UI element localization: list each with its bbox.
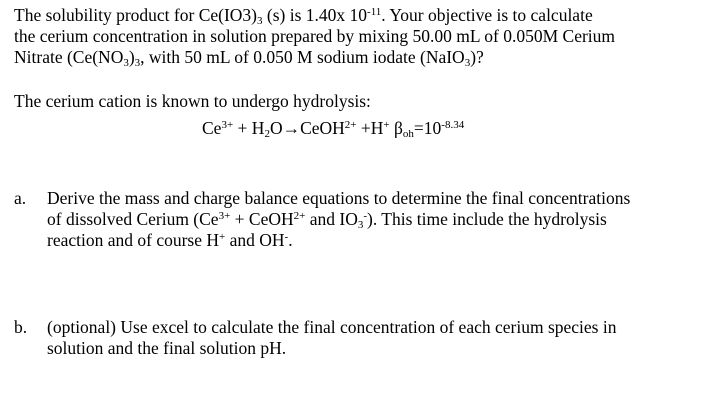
superscript: 2+ <box>344 119 357 131</box>
part-a-text: ). This time include the hydrolysis <box>367 209 607 229</box>
intro-text: , with 50 mL of 0.050 M sodium iodate (NaIO <box>140 47 465 67</box>
part-b-line-2: solution and the final solution pH. <box>47 338 287 358</box>
superscript: - <box>284 231 289 243</box>
superscript: 3+ <box>218 210 231 222</box>
superscript: -8.34 <box>441 119 465 131</box>
part-a-text: and IO <box>305 209 358 229</box>
subscript: oh <box>402 128 414 140</box>
hydrolysis-equation <box>202 118 464 138</box>
subscript: 3 <box>357 219 364 231</box>
intro-text: (s) is 1.40x 10 <box>262 5 368 25</box>
intro-line-3 <box>14 47 484 67</box>
eq-term: O→CeOH <box>269 118 345 138</box>
part-a-text: . <box>288 230 293 250</box>
intro-text: Nitrate (Ce(NO <box>14 47 124 67</box>
subscript: 3 <box>257 15 263 27</box>
eq-term: +H <box>356 118 384 138</box>
hydrolysis-text: The cerium cation is known to undergo hydrolysis: <box>14 91 371 111</box>
part-a-text: + CeOH <box>230 209 294 229</box>
eq-term: + H <box>233 118 265 138</box>
part-a-text: and OH <box>225 230 285 250</box>
part-a-label: a. <box>14 188 27 208</box>
intro-line-1 <box>14 5 593 25</box>
superscript: 3+ <box>221 119 234 131</box>
intro-text: )? <box>470 47 484 67</box>
intro-text: The solubility product for Ce(IO3) <box>14 5 258 25</box>
intro-text: . Your objective is to calculate <box>381 5 593 25</box>
eq-term: Ce <box>202 118 222 138</box>
part-a-line-3 <box>47 230 293 250</box>
part-a-text: reaction and of course H <box>47 230 220 250</box>
eq-term: β <box>389 118 403 138</box>
subscript: 3 <box>134 57 141 69</box>
superscript: + <box>383 119 390 131</box>
intro-text: ) <box>128 47 135 67</box>
superscript: - <box>363 210 368 222</box>
part-a-text: of dissolved Cerium (Ce <box>47 209 219 229</box>
superscript: 2+ <box>293 210 306 222</box>
part-b-line-1: (optional) Use excel to calculate the final concentration of each cerium species in <box>47 317 617 337</box>
intro-line-2: the cerium concentration in solution prepared by mixing 50.00 mL of 0.050M Cerium <box>14 26 616 46</box>
superscript: + <box>219 231 226 243</box>
subscript: 2 <box>264 128 270 140</box>
part-a-line-2 <box>47 209 607 229</box>
subscript: 3 <box>123 57 129 69</box>
superscript: -11 <box>367 6 382 18</box>
eq-term: =10 <box>413 118 442 138</box>
part-a-line-1: Derive the mass and charge balance equations to determine the final concentrations <box>47 188 631 208</box>
subscript: 3 <box>464 57 471 69</box>
part-b-label: b. <box>14 317 28 337</box>
